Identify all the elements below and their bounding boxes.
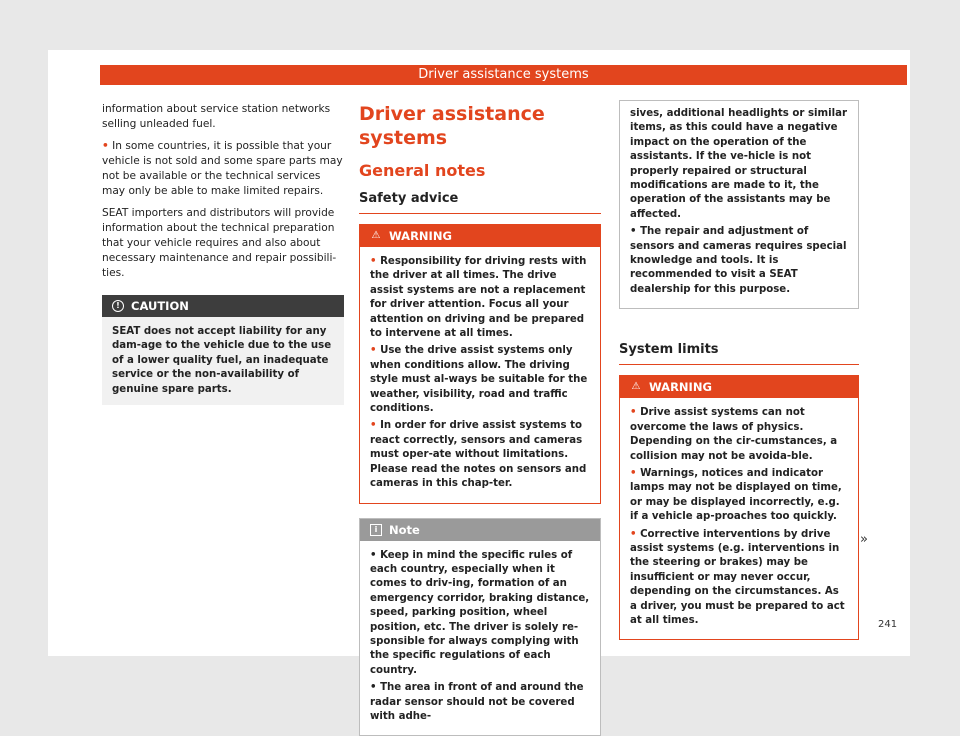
warning-header bbox=[620, 376, 858, 398]
column-2 bbox=[359, 102, 601, 736]
note-body-continued bbox=[620, 101, 858, 308]
note-label: Note bbox=[389, 519, 420, 541]
subsection-title-system-limits: System limits bbox=[619, 341, 859, 365]
list-item: sives, additional headlights or similar items, as this could have a negative impact on the operation of the assistants. If the ve-hicle is not properly repaired or structural modifications are made to it, the operation of the assistants may be affected. bbox=[630, 107, 848, 222]
list-item: • Use the drive assist systems only when conditions allow. The driving style must al-ways be suitable for the weather, visibility, road and traffic conditions. bbox=[370, 344, 590, 416]
note-box-continued bbox=[619, 100, 859, 309]
column-1 bbox=[102, 102, 344, 405]
warning-label: WARNING bbox=[389, 225, 452, 247]
column-3 bbox=[619, 100, 859, 640]
continued-marker: » bbox=[860, 532, 868, 547]
info-circle-icon: ! bbox=[112, 300, 124, 312]
warning-box-system-limits bbox=[619, 375, 859, 640]
page-title: Driver assistance systems bbox=[359, 102, 601, 150]
caution-box bbox=[102, 295, 344, 405]
note-box bbox=[359, 518, 601, 736]
paragraph: information about service station networks selling unleaded fuel. bbox=[102, 102, 344, 132]
warning-header bbox=[360, 225, 600, 247]
paragraph: SEAT importers and distributors will provide information about the technical preparation that your vehicle requires and also about necessary maintenance and repair possibili-ties. bbox=[102, 206, 344, 281]
paragraph-bullet bbox=[102, 139, 344, 199]
warning-body bbox=[620, 398, 858, 639]
list-item: • Responsibility for driving rests with the driver at all times. The drive assist systems are not a replacement for driver attention. Focus all your attention on driving and be prepared to intervene at all times. bbox=[370, 255, 590, 341]
manual-page bbox=[48, 50, 910, 656]
section-title: General notes bbox=[359, 160, 601, 182]
list-item: • Drive assist systems can not overcome the laws of physics. Depending on the cir-cumstances, a collision may not be avoida-ble. bbox=[630, 406, 848, 464]
subsection-title: Safety advice bbox=[359, 190, 601, 214]
warning-box bbox=[359, 224, 601, 504]
caution-text: SEAT does not accept liability for any dam-age to the vehicle due to the use of a lower quality fuel, an inadequate service or the non-availability of genuine spare parts. bbox=[102, 317, 344, 405]
warning-body bbox=[360, 247, 600, 503]
page-number: 241 bbox=[878, 619, 897, 630]
warning-triangle-icon: ⚠ bbox=[630, 381, 642, 393]
note-header bbox=[360, 519, 600, 541]
list-item: • In order for drive assist systems to react correctly, sensors and cameras must oper-ate without limitations. Please read the notes on sensors and cameras in this chap-ter. bbox=[370, 419, 590, 491]
warning-triangle-icon: ⚠ bbox=[370, 230, 382, 242]
info-square-icon: i bbox=[370, 524, 382, 536]
list-item: • The area in front of and around the radar sensor should not be covered with adhe- bbox=[370, 681, 590, 724]
page-header: Driver assistance systems bbox=[100, 65, 907, 85]
list-item: • Corrective interventions by drive assist systems (e.g. interventions in the steering or brakes) may be insufficient or may never occur, depending on the circumstances. As a driver, you must be prepared to act at all times. bbox=[630, 528, 848, 629]
list-item: • Warnings, notices and indicator lamps may not be displayed on time, or may be displayed incorrectly, e.g. if a vehicle ap-proaches too quickly. bbox=[630, 467, 848, 525]
list-item: • The repair and adjustment of sensors and cameras requires special knowledge and tools. It is recommended to visit a SEAT dealership for this purpose. bbox=[630, 225, 848, 297]
warning-label: WARNING bbox=[649, 376, 712, 398]
note-body bbox=[360, 541, 600, 736]
list-item: • Keep in mind the specific rules of each country, especially when it comes to driv-ing, formation of an emergency corridor, braking distance, speed, parking position, wheel position, etc. The driver is solely re-sponsible for always complying with the specific regulations of each country. bbox=[370, 549, 590, 679]
caution-header bbox=[102, 295, 344, 317]
paragraph-text: In some countries, it is possible that your vehicle is not sold and some spare parts may not be available or the technical services may only be able to make limited repairs. bbox=[102, 140, 343, 197]
caution-label: CAUTION bbox=[131, 295, 189, 317]
bullet-marker: • bbox=[102, 140, 109, 152]
